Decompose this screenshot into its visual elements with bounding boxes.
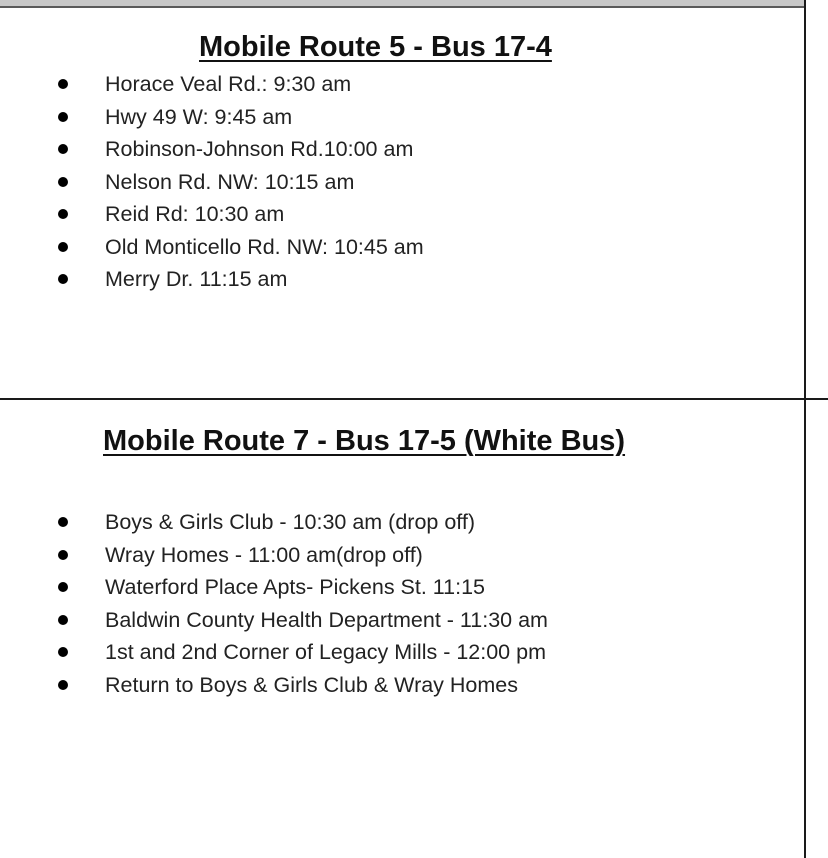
stop-text: Waterford Place Apts- Pickens St. 11:15 <box>105 575 486 599</box>
bullet-icon <box>58 79 68 89</box>
stop-text: 1st and 2nd Corner of Legacy Mills - 12:00 pm <box>105 640 546 664</box>
stop-text: Wray Homes - 11:00 am(drop off) <box>105 542 423 567</box>
section-divider <box>0 398 828 400</box>
bullet-icon <box>58 615 68 625</box>
stop-text: Return to Boys & Girls Club & Wray Homes <box>105 672 519 697</box>
stop-text: Boys & Girls Club - 10:30 am (drop off) <box>105 510 476 534</box>
stop-text: Baldwin County Health Department - 11:30 am <box>105 607 548 632</box>
bullet-icon <box>58 647 68 657</box>
stop-text: Horace Veal Rd.: 9:30 am <box>105 72 352 96</box>
top-border-bar <box>0 0 806 8</box>
bullet-icon <box>58 177 68 187</box>
route-7-title: Mobile Route 7 - Bus 17-5 (White Bus) <box>103 425 626 457</box>
bullet-icon <box>58 517 68 527</box>
right-table-border <box>804 0 806 858</box>
route-5-title: Mobile Route 5 - Bus 17-4 <box>199 31 552 63</box>
stop-text: Nelson Rd. NW: 10:15 am <box>105 169 355 194</box>
stop-text: Robinson-Johnson Rd.10:00 am <box>105 137 414 161</box>
bullet-icon <box>58 209 68 219</box>
bullet-icon <box>58 144 68 154</box>
bullet-icon <box>58 582 68 592</box>
bullet-icon <box>58 680 68 690</box>
stop-text: Reid Rd: 10:30 am <box>105 202 285 226</box>
bullet-icon <box>58 274 68 284</box>
stop-text: Hwy 49 W: 9:45 am <box>105 104 293 129</box>
stop-text: Old Monticello Rd. NW: 10:45 am <box>105 234 424 259</box>
stop-text: Merry Dr. 11:15 am <box>105 267 288 291</box>
bullet-icon <box>58 550 68 560</box>
bullet-icon <box>58 112 68 122</box>
bullet-icon <box>58 242 68 252</box>
